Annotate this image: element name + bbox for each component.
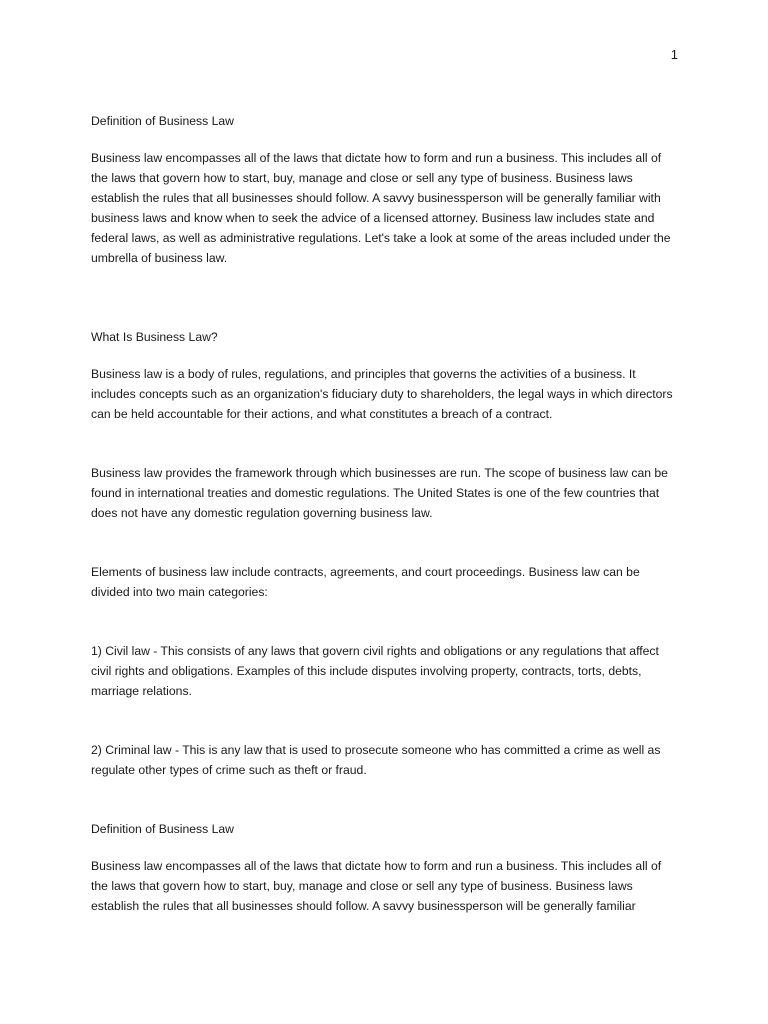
- page-number: 1: [670, 47, 678, 62]
- section-heading: What Is Business Law?: [91, 330, 218, 344]
- paragraph: 1) Civil law - This consists of any laws that govern civil rights and obligations or any regulations that affect civil rights and obligations. Examples of this include disputes involving property, contracts, torts, debts, marriage relations.: [91, 644, 659, 698]
- section-heading: Definition of Business Law: [91, 114, 234, 128]
- paragraph: Business law is a body of rules, regulations, and principles that governs the activities of a business. It includes concepts such as an organization's fiduciary duty to shareholders, the legal ways in which directors can be held accountable for their actions, and what constitutes a breach of a contract.: [91, 367, 673, 421]
- section-heading: Definition of Business Law: [91, 822, 234, 836]
- paragraph: Business law provides the framework through which businesses are run. The scope of business law can be found in international treaties and domestic regulations. The United States is one of the few countries that does not have any domestic regulation governing business law.: [91, 466, 668, 520]
- document-body: [91, 111, 681, 916]
- paragraph: Business law encompasses all of the laws that dictate how to form and run a business. This includes all of the laws that govern how to start, buy, manage and close or sell any type of business. Business laws establish the rules that all businesses should follow. A savvy businessperson will be generally familiar: [91, 859, 662, 913]
- paragraph: Elements of business law include contracts, agreements, and court proceedings. Business law can be divided into two main categories:: [91, 565, 640, 599]
- paragraph: Business law encompasses all of the laws that dictate how to form and run a business. This includes all of the laws that govern how to start, buy, manage and close or sell any type of business. Business laws establish the rules that all businesses should follow. A savvy businessperson will be generally familiar with business laws and know when to seek the advice of a licensed attorney. Business law includes state and federal laws, as well as administrative regulations. Let's take a look at some of the areas included under the umbrella of business law.: [91, 151, 671, 265]
- paragraph: 2) Criminal law - This is any law that is used to prosecute someone who has committed a crime as well as regulate other types of crime such as theft or fraud.: [91, 743, 661, 777]
